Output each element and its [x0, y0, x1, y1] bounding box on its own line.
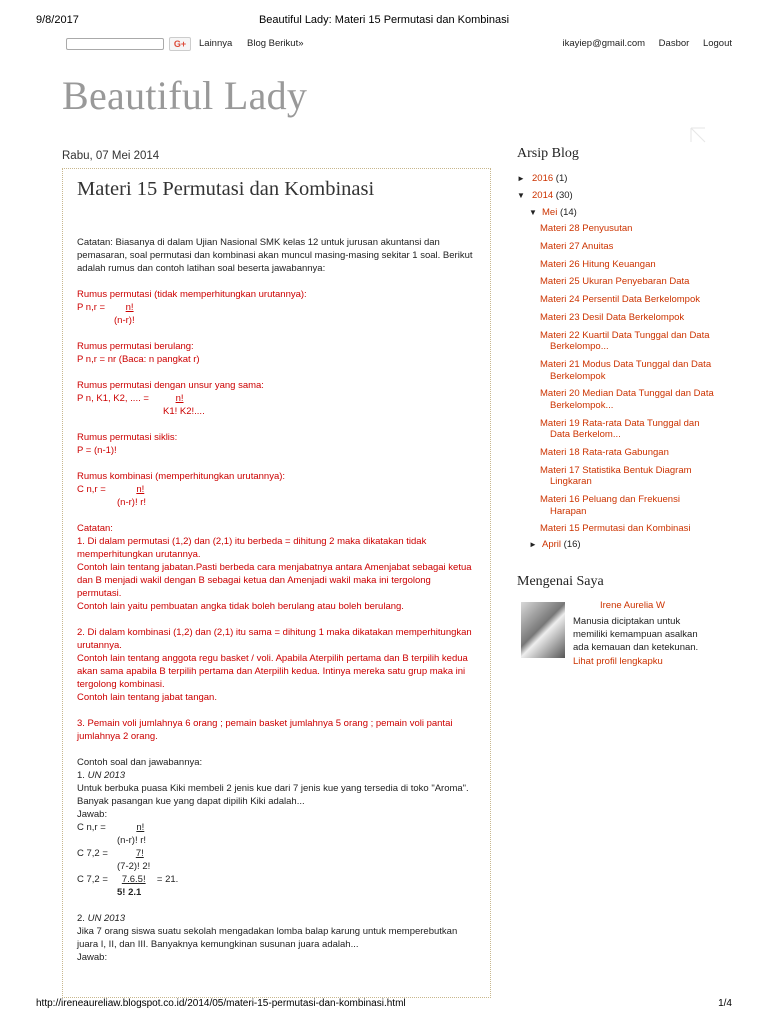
answer-lhs: C 7,2 = — [77, 848, 108, 859]
search-input[interactable] — [66, 38, 164, 50]
formula-line: P n,r = nr (Baca: n pangkat r) — [77, 354, 200, 365]
next-blog-link[interactable]: Blog Berikut» — [247, 38, 304, 49]
profile-photo[interactable] — [521, 602, 565, 658]
blog-post — [62, 168, 491, 998]
answer-denominator: (7-2)! 2! — [117, 861, 151, 872]
examples-title: Contoh soal dan jawabannya: — [77, 757, 203, 768]
note-line: memperhitungkan urutannya. — [77, 549, 201, 560]
question-line: juara I, II, dan III. Banyaknya kemungkinan susunan juara adalah... — [77, 939, 359, 950]
answer-result: = 21. — [156, 874, 179, 885]
formula-combination — [77, 470, 477, 509]
archive-title: Arsip Blog — [517, 146, 579, 161]
formula-permutation — [77, 288, 477, 327]
about-title: Mengenai Saya — [517, 574, 604, 589]
print-footer — [36, 998, 732, 1012]
formula-title: Rumus permutasi dengan unsur yang sama: — [77, 380, 264, 391]
post-date: Rabu, 07 Mei 2014 — [62, 150, 160, 162]
note-line: Contoh lain yaitu pembuatan angka tidak boleh berulang atau boleh berulang. — [77, 601, 404, 612]
profile-desc-line: memiliki kemampuan asalkan — [573, 629, 698, 640]
formula-denominator: (n-r)! — [114, 315, 135, 326]
note-line: tergolong kombinasi. — [77, 679, 165, 690]
expand-toggle-icon[interactable]: ► — [517, 174, 525, 183]
profile-name[interactable]: Irene Aurelia W — [600, 600, 665, 611]
archive-count: (16) — [563, 539, 581, 550]
intro-line: Catatan: Biasanya di dalam Ujian Nasional SMK kelas 12 untuk jurusan akuntansi dan — [77, 237, 440, 248]
question-source: UN 2013 — [87, 770, 126, 781]
note-line: jumlahnya 2 orang. — [77, 731, 158, 742]
archive-year-2016 — [517, 170, 732, 187]
print-date: 9/8/2017 — [36, 14, 79, 26]
archive-post-link[interactable]: Materi 28 Penyusutan — [540, 223, 633, 234]
formula-repeated-permutation — [77, 340, 477, 366]
answer-denominator: (n-r)! r! — [117, 835, 147, 846]
print-header — [36, 14, 732, 28]
note-line: Contoh lain tentang jabat tangan. — [77, 692, 217, 703]
dashboard-link[interactable]: Dasbor — [658, 38, 690, 49]
formula-denominator: (n-r)! r! — [117, 497, 147, 508]
answer-numerator: n! — [136, 822, 145, 833]
question-line: Untuk berbuka puasa Kiki membeli 2 jenis kue dari 7 jenis kue yang tersedia di toko "Aroma". — [77, 783, 469, 794]
google-plus-button[interactable]: G+ — [169, 37, 191, 51]
archive-year-link[interactable]: 2016 — [532, 173, 554, 184]
formula-title: Rumus permutasi (tidak memperhitungkan urutannya): — [77, 289, 307, 300]
post-title[interactable]: Materi 15 Permutasi dan Kombinasi — [77, 178, 375, 200]
answer-lhs: C n,r = — [77, 822, 106, 833]
archive-post-link[interactable]: Materi 16 Peluang dan Frekuensi Harapan — [540, 494, 680, 517]
notes-title: Catatan: — [77, 523, 113, 534]
archive-post-link[interactable]: Materi 27 Anuitas — [540, 240, 614, 252]
note-line: dan B menjadi wakil dengan B sebagai ketua dan Amenjadi wakil maka ini tergolong — [77, 575, 431, 586]
profile-desc-line: Manusia diciptakan untuk — [573, 616, 681, 627]
print-title: Beautiful Lady: Materi 15 Permutasi dan Kombinasi — [258, 14, 510, 26]
sidebar — [517, 146, 732, 667]
collapse-toggle-icon[interactable]: ▼ — [517, 191, 525, 200]
navbar-account — [552, 38, 732, 49]
formula-cyclic-permutation — [77, 431, 477, 457]
archive-post-link[interactable]: Materi 18 Rata-rata Gabungan — [540, 446, 669, 458]
archive-post-link[interactable]: Materi 19 Rata-rata Data Tunggal dan Data Berkelom... — [540, 417, 700, 441]
print-url: http://ireneaureliaw.blogspot.co.id/2014/05/materi-15-permutasi-dan-kombinasi.html — [36, 998, 406, 1009]
formula-permutation-same — [77, 379, 477, 418]
note-line: akan sama apabila B terpilih pertama dan Aterpilih kedua. Intinya mereka satu grup maka ini — [77, 666, 466, 677]
formula-lhs: P n,r = — [77, 302, 106, 313]
note-line: Contoh lain tentang anggota regu basket / voli. Apabila Aterpilih pertama dan B terpilih kedua — [77, 653, 468, 664]
note-line: 1. Di dalam permutasi (1,2) dan (2,1) itu berbeda = dihitung 2 maka dikatakan tidak — [77, 536, 427, 547]
answer-label: Jawab: — [77, 952, 108, 963]
profile-description — [573, 615, 733, 654]
formula-line: P = (n-1)! — [77, 445, 117, 456]
user-email[interactable]: ikayiep@gmail.com — [562, 38, 646, 49]
formula-numerator: n! — [125, 302, 134, 313]
formula-numerator: n! — [175, 393, 184, 404]
note-line: 3. Pemain voli jumlahnya 6 orang ; pemain basket jumlahnya 5 orang ; pemain voli pantai — [77, 718, 453, 729]
answer-numerator: 7.6.5! — [121, 874, 146, 885]
archive-post-link[interactable]: Materi 26 Hitung Keuangan — [540, 258, 656, 270]
archive-post-link[interactable]: Materi 17 Statistika Bentuk Diagram Lingkaran — [540, 464, 692, 488]
archive-post-link[interactable]: Materi 24 Persentil Data Berkelompok — [540, 294, 700, 306]
note-line: 2. Di dalam kombinasi (1,2) dan (2,1) itu sama = dihitung 1 maka dikatakan memperhitungkan — [77, 627, 472, 638]
archive-count: (30) — [555, 190, 573, 201]
archive-post-link[interactable]: Materi 21 Modus Data Tunggal dan Data Berkelompok — [540, 359, 712, 382]
note-line: urutannya. — [77, 640, 122, 651]
collapse-toggle-icon[interactable]: ▼ — [529, 208, 537, 217]
note-line: permutasi. — [77, 588, 122, 599]
blogger-navbar — [60, 36, 732, 54]
view-profile-link[interactable]: Lihat profil lengkapku — [573, 656, 663, 667]
logout-link[interactable]: Logout — [702, 38, 732, 49]
notes-section — [77, 522, 477, 743]
blog-title[interactable]: Beautiful Lady — [62, 73, 308, 118]
archive-post-link[interactable]: Materi 20 Median Data Tunggal dan Data Berkelompok... — [540, 388, 714, 411]
archive-year-2014 — [517, 187, 732, 204]
print-page-number: 1/4 — [718, 998, 732, 1009]
archive-month-mei — [517, 204, 732, 221]
formula-title: Rumus permutasi berulang: — [77, 341, 194, 352]
examples-section — [77, 756, 477, 964]
profile-desc-line: ada kemauan dan ketekunan. — [573, 642, 699, 653]
note-line: Contoh lain tentang jabatan.Pasti berbeda cara menjabatnya antara Amenjabat sebagai ketua — [77, 562, 472, 573]
archive-post-list — [540, 223, 730, 541]
archive-post-link[interactable]: Materi 23 Desil Data Berkelompok — [540, 311, 685, 323]
post-body — [77, 236, 477, 964]
archive-post-link[interactable]: Materi 15 Permutasi dan Kombinasi — [540, 523, 691, 535]
archive-month-link[interactable]: April — [542, 539, 562, 550]
formula-title: Rumus permutasi siklis: — [77, 432, 178, 443]
archive-post-link[interactable]: Materi 25 Ukuran Penyebaran Data — [540, 276, 690, 288]
archive-count: (1) — [555, 173, 568, 184]
formula-lhs: P n, K1, K2, .... = — [77, 393, 149, 404]
question-line: Jika 7 orang siswa suatu sekolah mengadakan lomba balap karung untuk memperebutkan — [77, 926, 458, 937]
question-number: 2. — [77, 913, 85, 924]
archive-year-link[interactable]: 2014 — [532, 190, 554, 201]
answer-numerator: 7! — [135, 848, 144, 859]
intro-line: adalah rumus dan contoh latihan soal beserta jawabannya: — [77, 263, 326, 274]
archive-post-link[interactable]: Materi 22 Kuartil Data Tunggal dan Data Berkelompo... — [540, 329, 710, 353]
question-source: UN 2013 — [87, 913, 126, 924]
formula-lhs: C n,r = — [77, 484, 106, 495]
answer-lhs: C 7,2 = — [77, 874, 108, 885]
archive-month-april — [529, 536, 729, 553]
answer-label: Jawab: — [77, 809, 108, 820]
expand-toggle-icon[interactable]: ► — [529, 540, 537, 549]
question-line: Banyak pasangan kue yang dapat dipilih Kiki adalah... — [77, 796, 305, 807]
archive-month-link[interactable]: Mei — [542, 207, 558, 218]
archive-count: (14) — [559, 207, 577, 218]
formula-denominator: K1! K2!.... — [163, 406, 205, 417]
corner-arrow-icon — [689, 126, 707, 144]
more-link[interactable]: Lainnya — [199, 38, 233, 49]
formula-numerator: n! — [136, 484, 145, 495]
formula-title: Rumus kombinasi (memperhitungkan urutannya): — [77, 471, 286, 482]
question-number: 1. — [77, 770, 85, 781]
answer-denominator: 5! 2.1 — [117, 887, 142, 898]
intro-line: pemasaran, soal permutasi dan kombinasi akan muncul masing-masing sekitar 1 soal. Berikut — [77, 250, 473, 261]
